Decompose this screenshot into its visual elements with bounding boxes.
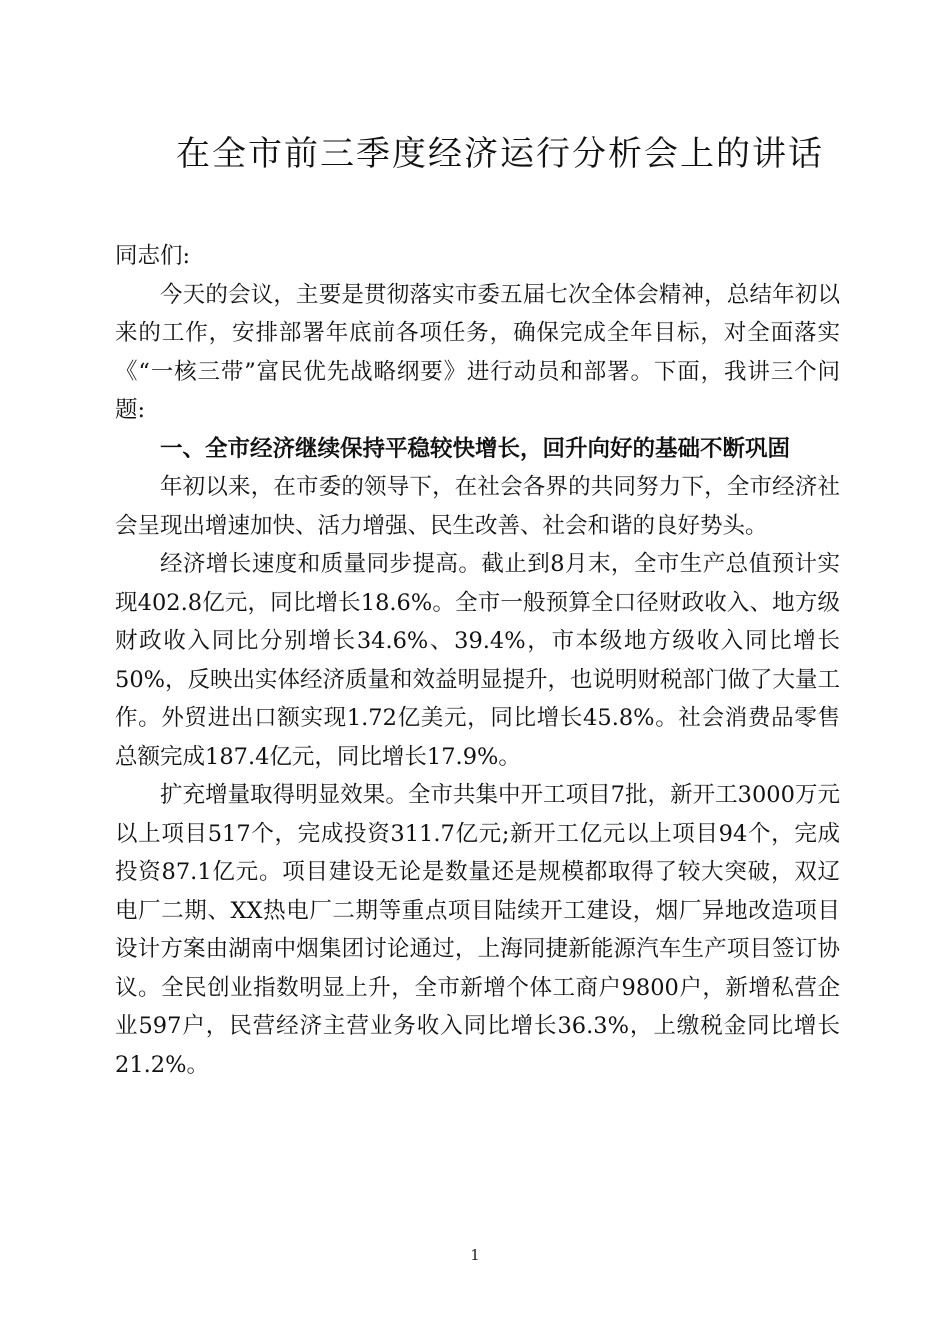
section-heading: 一、全市经济继续保持平稳较快增长，回升向好的基础不断巩固 <box>160 435 791 462</box>
salutation: 同志们: <box>115 243 191 269</box>
overview-paragraph: 年初以来，在市委的领导下，在社会各界的共同努力下，全市经济社会呈现出增速加快、活力增强、民生改善、社会和谐的良好势头。 <box>115 474 840 539</box>
document-title: 在全市前三季度经济运行分析会上的讲话 <box>176 134 824 174</box>
page-number: 1 <box>470 1246 480 1264</box>
expansion-paragraph: 扩充增量取得明显效果。全市共集中开工项目7批，新开工3000万元以上项目517个，完成投资311.7亿元;新开工亿元以上项目94个，完成投资87.1亿元。项目建设无论是数量还是规模都取得了较大突破，双辽电厂二期、XX热电厂二期等重点项目陆续开工建设，烟厂异地改造项目设计方案由湖南中烟集团讨论通过，上海同捷新能源汽车生产项目签订协议。全民创业指数明显上升，全市新增个体工商户9800户，新增私营企业597户，民营经济主营业务收入同比增长36.3%，上缴税金同比增长21.2%。 <box>115 782 840 1078</box>
document-body <box>115 237 840 1084</box>
intro-paragraph: 今天的会议，主要是贯彻落实市委五届七次全体会精神，总结年初以来的工作，安排部署年底前各项任务，确保完成全年目标，对全面落实《“一核三带”富民优先战略纲要》进行动员和部署。下面，我讲三个问题: <box>115 281 840 423</box>
growth-paragraph: 经济增长速度和质量同步提高。截止到8月末，全市生产总值预计实现402.8亿元，同比增长18.6%。全市一般预算全口径财政收入、地方级财政收入同比分别增长34.6%、39.4%，市本级地方级收入同比增长50%，反映出实体经济质量和效益明显提升，也说明财税部门做了大量工作。外贸进出口额实现1.72亿美元，同比增长45.8%。社会消费品零售总额完成187.4亿元，同比增长17.9%。 <box>115 551 841 770</box>
